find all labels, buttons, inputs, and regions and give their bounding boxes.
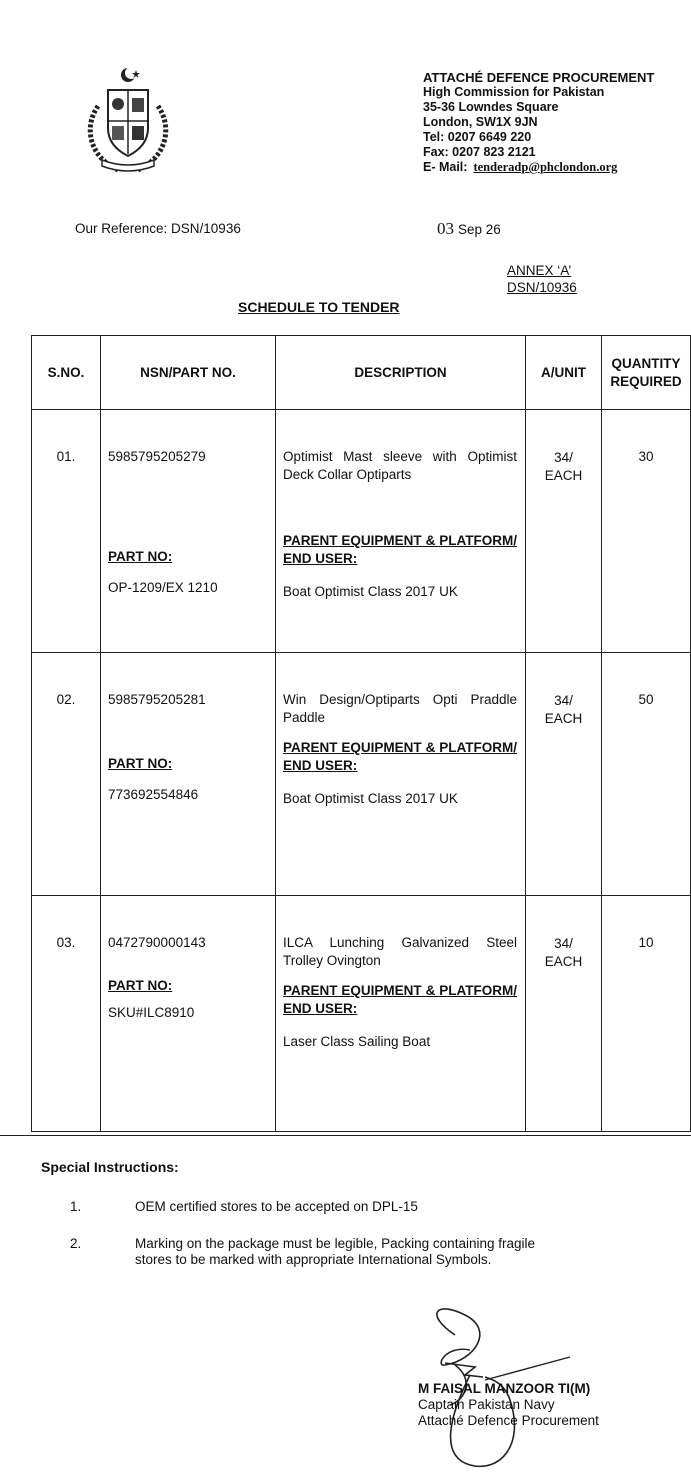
part-no-value: OP-1209/EX 1210 bbox=[108, 580, 218, 595]
row-nsn bbox=[101, 653, 276, 896]
table-row bbox=[32, 653, 691, 896]
header-unit: A/UNIT bbox=[526, 336, 602, 410]
instruction-text: Marking on the package must be legible, Packing containing fragile stores to be marked with appropriate International Symbols. bbox=[135, 1236, 535, 1267]
row-sno: 02. bbox=[32, 653, 101, 896]
table-header-row bbox=[32, 336, 691, 410]
address-line-2: London, SW1X 9JN bbox=[423, 115, 538, 129]
our-reference: Our Reference: DSN/10936 bbox=[75, 221, 241, 236]
section-divider bbox=[0, 1135, 691, 1136]
org-subtitle: High Commission for Pakistan bbox=[423, 85, 605, 99]
nsn-number: 5985795205281 bbox=[108, 692, 206, 707]
row-unit: 34/ EACH bbox=[526, 896, 602, 1132]
parent-equipment-label: PARENT EQUIPMENT & PLATFORM/ END USER: bbox=[283, 983, 517, 1016]
item-description: ILCA Lunching Galvanized Steel Trolley Ovington bbox=[283, 935, 517, 968]
email-link[interactable]: tenderadp@phclondon.org bbox=[473, 160, 618, 174]
item-description: Win Design/Optiparts Opti Praddle Paddle bbox=[283, 692, 517, 725]
fax: Fax: 0207 823 2121 bbox=[423, 145, 536, 159]
row-sno: 03. bbox=[32, 896, 101, 1132]
header-quantity: QUANTITY REQUIRED bbox=[602, 336, 691, 410]
instruction-text: OEM certified stores to be accepted on DPL-15 bbox=[135, 1199, 418, 1214]
row-description bbox=[276, 410, 526, 653]
signatory-title: Attaché Defence Procurement bbox=[418, 1413, 599, 1428]
annex-label: ANNEX ‘A’ bbox=[507, 263, 572, 278]
parent-equipment-label: PARENT EQUIPMENT & PLATFORM/ END USER: bbox=[283, 533, 517, 566]
part-no-label: PART NO: bbox=[108, 756, 173, 771]
part-no-label: PART NO: bbox=[108, 978, 173, 993]
table-row bbox=[32, 896, 691, 1132]
email-label: E- Mail: bbox=[423, 160, 468, 174]
tender-schedule-table bbox=[31, 335, 691, 1132]
header-sno: S.NO. bbox=[32, 336, 101, 410]
state-emblem-icon bbox=[78, 66, 178, 176]
instruction-number: 1. bbox=[70, 1199, 82, 1214]
annex-reference bbox=[507, 262, 577, 296]
annex-dsn: DSN/10936 bbox=[507, 280, 577, 295]
instruction-number: 2. bbox=[70, 1236, 82, 1251]
telephone: Tel: 0207 6649 220 bbox=[423, 130, 532, 144]
row-sno: 01. bbox=[32, 410, 101, 653]
table-row bbox=[32, 410, 691, 653]
signatory-name: M FAISAL MANZOOR TI(M) bbox=[418, 1381, 591, 1396]
letterhead bbox=[423, 70, 654, 175]
row-unit: 34/ EACH bbox=[526, 653, 602, 896]
printed-date: Sep 26 bbox=[458, 222, 501, 237]
signatory-rank: Captain Pakistan Navy bbox=[418, 1397, 555, 1412]
row-nsn bbox=[101, 410, 276, 653]
row-quantity: 10 bbox=[602, 896, 691, 1132]
header-description: DESCRIPTION bbox=[276, 336, 526, 410]
address-line-1: 35-36 Lowndes Square bbox=[423, 100, 559, 114]
org-name: ATTACHÉ DEFENCE PROCUREMENT bbox=[423, 70, 655, 85]
row-nsn bbox=[101, 896, 276, 1132]
signatory-block bbox=[418, 1381, 599, 1429]
header-nsn: NSN/PART NO. bbox=[101, 336, 276, 410]
handwritten-day: 03 bbox=[437, 219, 454, 238]
part-no-label: PART NO: bbox=[108, 549, 173, 564]
parent-equipment-value: Laser Class Sailing Boat bbox=[283, 1034, 431, 1049]
nsn-number: 0472790000143 bbox=[108, 935, 206, 950]
row-unit: 34/ EACH bbox=[526, 410, 602, 653]
item-description: Optimist Mast sleeve with Optimist Deck Collar Optiparts bbox=[283, 449, 517, 482]
email-line bbox=[423, 160, 654, 175]
parent-equipment-value: Boat Optimist Class 2017 UK bbox=[283, 791, 458, 806]
schedule-title: SCHEDULE TO TENDER bbox=[238, 299, 400, 315]
nsn-number: 5985795205279 bbox=[108, 449, 206, 464]
part-no-value: SKU#ILC8910 bbox=[108, 1005, 195, 1020]
row-description bbox=[276, 653, 526, 896]
row-quantity: 50 bbox=[602, 653, 691, 896]
parent-equipment-label: PARENT EQUIPMENT & PLATFORM/ END USER: bbox=[283, 740, 517, 773]
row-description bbox=[276, 896, 526, 1132]
row-quantity: 30 bbox=[602, 410, 691, 653]
special-instructions-title: Special Instructions: bbox=[41, 1159, 179, 1175]
part-no-value: 773692554846 bbox=[108, 787, 199, 802]
letter-date bbox=[437, 219, 501, 239]
parent-equipment-value: Boat Optimist Class 2017 UK bbox=[283, 584, 458, 599]
